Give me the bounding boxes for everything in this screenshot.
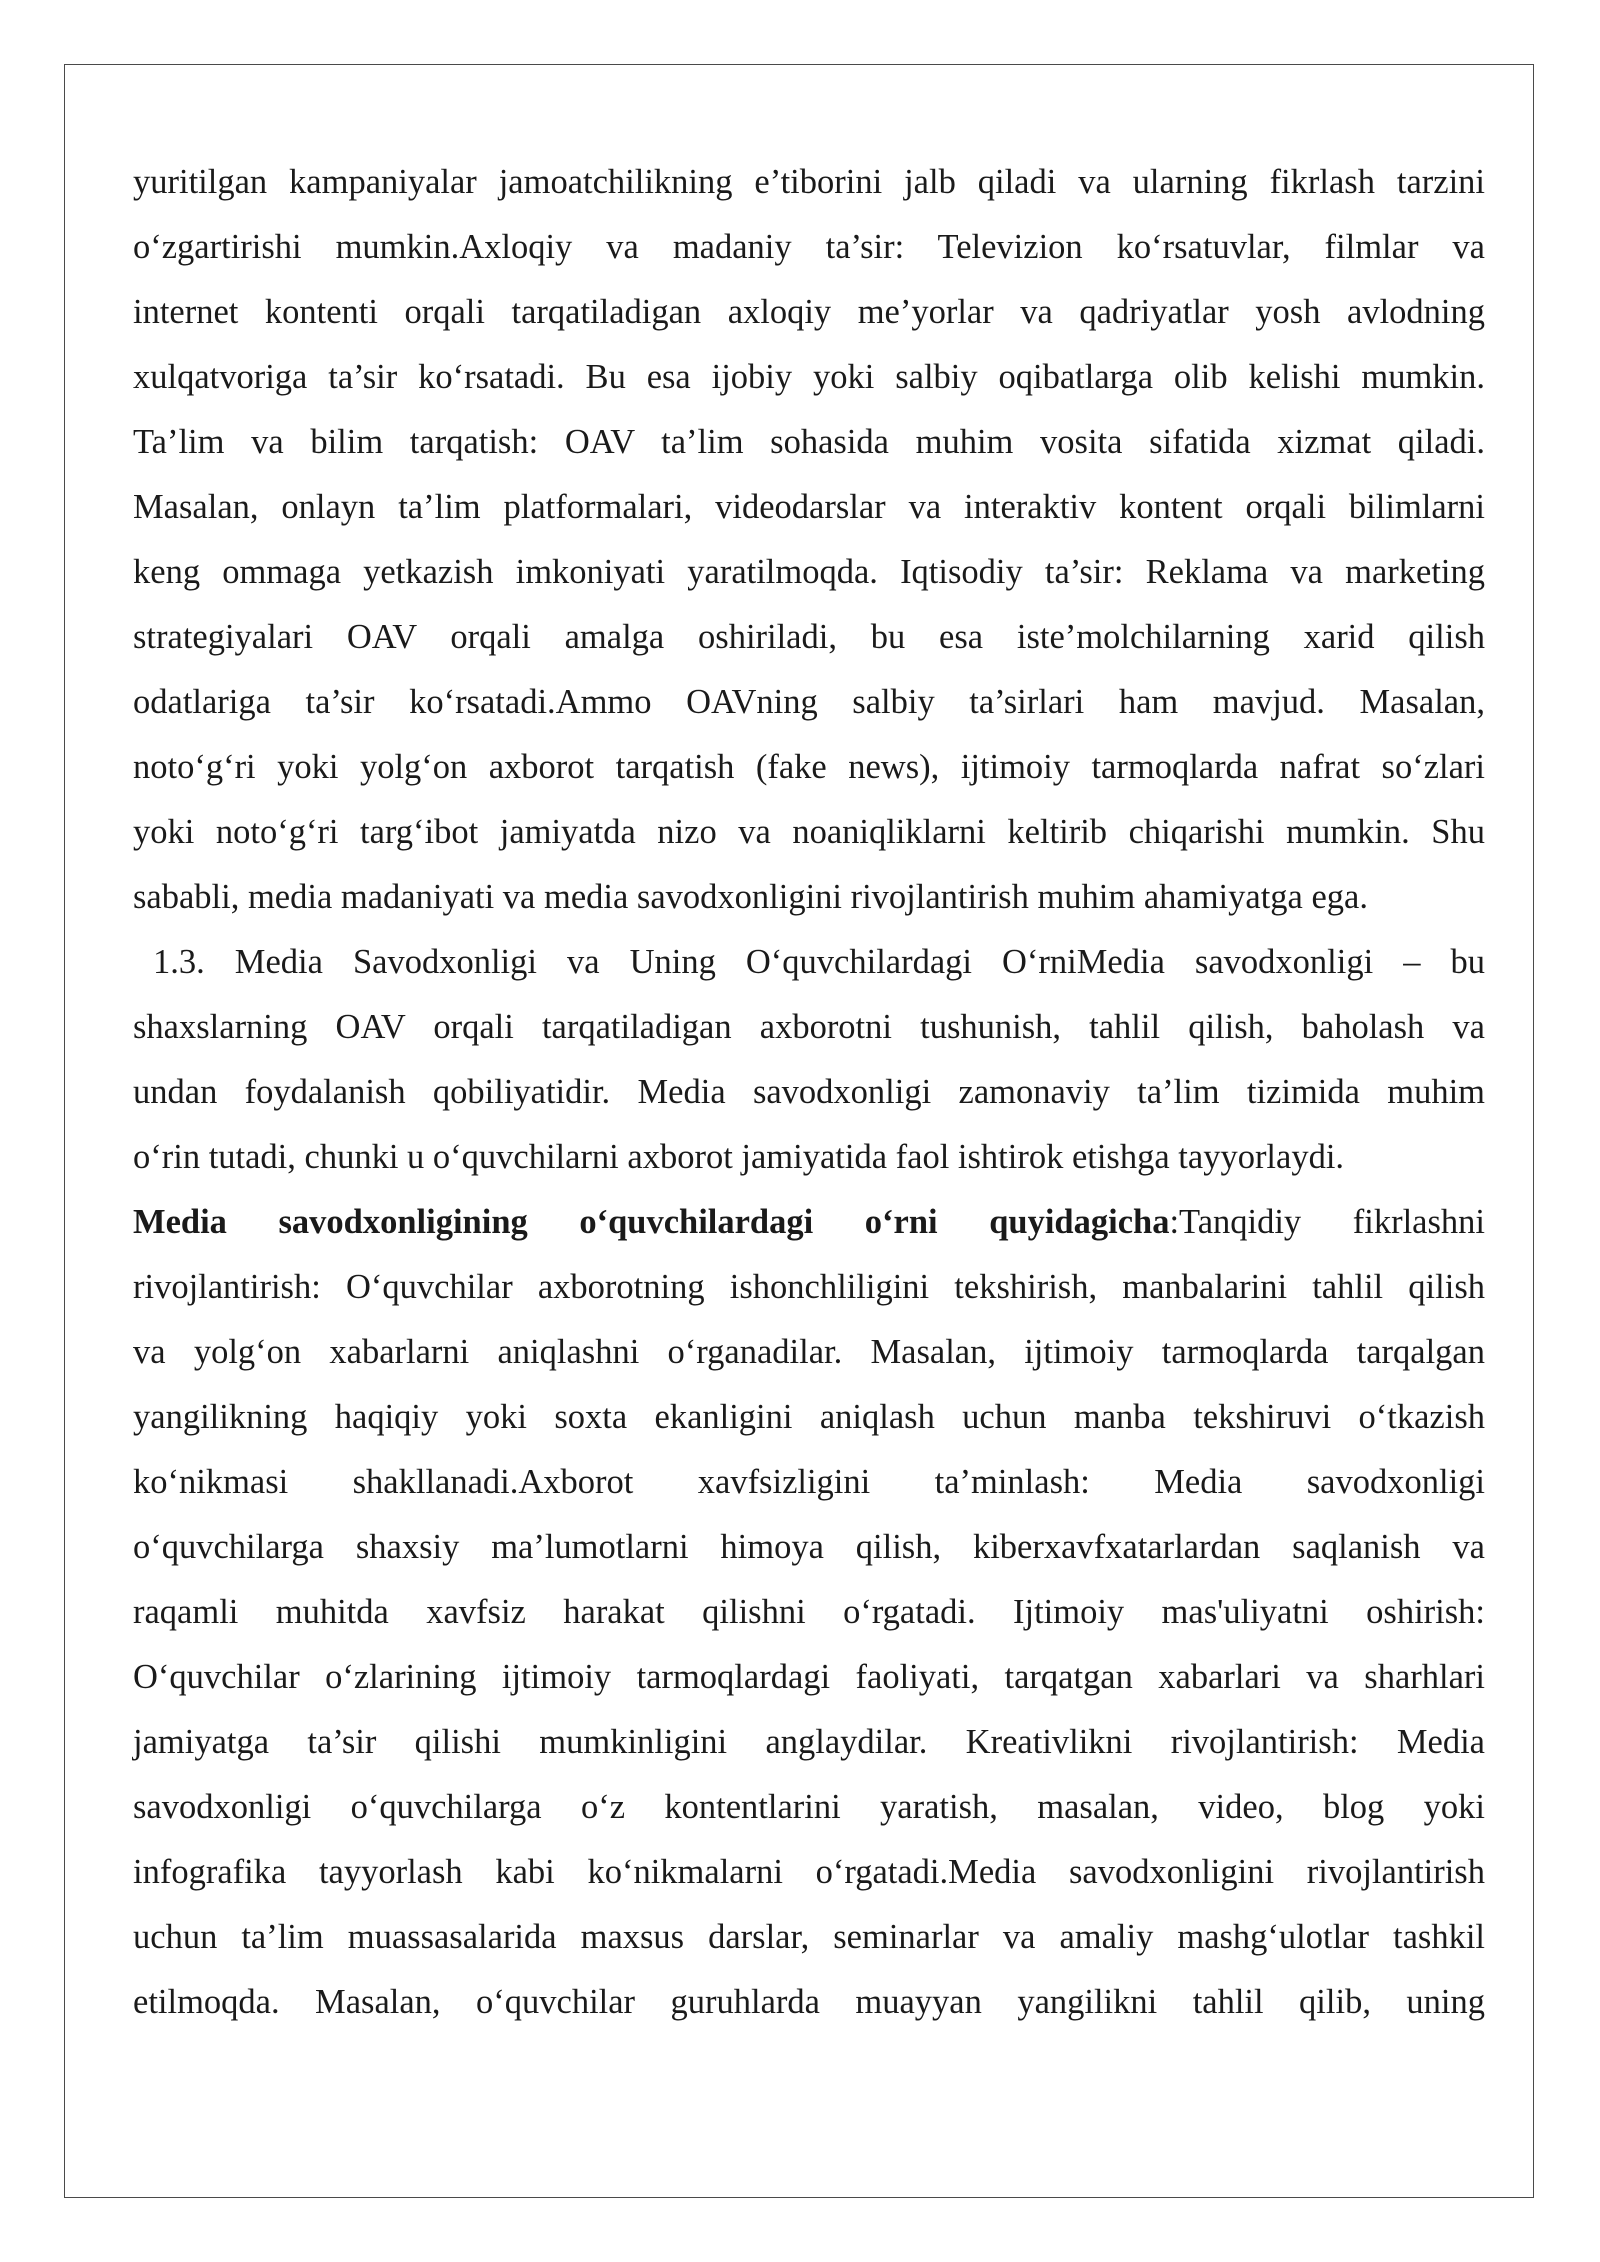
- text-line: savodxonligi o‘quvchilarga o‘z kontentlarini yaratish, masalan, video, blog yoki: [133, 1788, 1485, 1826]
- document-body: [133, 150, 1485, 2035]
- text-line: sababli, media madaniyati va media savodxonligini rivojlantirish muhim ahamiyatga ega.: [133, 878, 1368, 916]
- text-line: rivojlantirish: O‘quvchilar axborotning ishonchliligini tekshirish, manbalarini tahlil qilish: [133, 1268, 1485, 1306]
- text-line: internet kontenti orqali tarqatiladigan axloqiy me’yorlar va qadriyatlar yosh avlodning: [133, 293, 1485, 331]
- text-line: xulqatvoriga ta’sir ko‘rsatadi. Bu esa ijobiy yoki salbiy oqibatlarga olib kelishi mumkin.: [133, 358, 1485, 396]
- section-heading-line: 1.3. Media Savodxonligi va Uning O‘quvchilardagi O‘rniMedia savodxonligi – bu: [153, 943, 1485, 981]
- text-line: yoki noto‘g‘ri targ‘ibot jamiyatda nizo va noaniqliklarni keltirib chiqarishi mumkin. Shu: [133, 813, 1485, 851]
- text-line: O‘quvchilar o‘zlarining ijtimoiy tarmoqlardagi faoliyati, tarqatgan xabarlari va sharhlari: [133, 1658, 1485, 1696]
- text-line: noto‘g‘ri yoki yolg‘on axborot tarqatish (fake news), ijtimoiy tarmoqlarda nafrat so‘zlari: [133, 748, 1485, 786]
- text-line: o‘rin tutadi, chunki u o‘quvchilarni axborot jamiyatida faol ishtirok etishga tayyorlaydi.: [133, 1138, 1345, 1176]
- text-line: keng ommaga yetkazish imkoniyati yaratilmoqda. Iqtisodiy ta’sir: Reklama va marketing: [133, 553, 1485, 591]
- text-line: shaxslarning OAV orqali tarqatiladigan axborotni tushunish, tahlil qilish, baholash va: [133, 1008, 1485, 1046]
- text-line: Ta’lim va bilim tarqatish: OAV ta’lim sohasida muhim vosita sifatida xizmat qiladi.: [133, 423, 1485, 461]
- text-line: uchun ta’lim muassasalarida maxsus darslar, seminarlar va amaliy mashg‘ulotlar tashkil: [133, 1918, 1485, 1956]
- bold-heading: Media savodxonligining o‘quvchilardagi o‘rni quyidagicha: [133, 1203, 1170, 1241]
- text-line: va yolg‘on xabarlarni aniqlashni o‘rganadilar. Masalan, ijtimoiy tarmoqlarda tarqalgan: [133, 1333, 1485, 1371]
- text-line: raqamli muhitda xavfsiz harakat qilishni o‘rgatadi. Ijtimoiy mas'uliyatni oshirish:: [133, 1593, 1485, 1631]
- text-line: yangilikning haqiqiy yoki soxta ekanligini aniqlash uchun manba tekshiruvi o‘tkazish: [133, 1398, 1485, 1436]
- text-line: o‘zgartirishi mumkin.Axloqiy va madaniy ta’sir: Televizion ko‘rsatuvlar, filmlar va: [133, 228, 1485, 266]
- text-line: jamiyatga ta’sir qilishi mumkinligini anglaydilar. Kreativlikni rivojlantirish: Media: [133, 1723, 1485, 1761]
- bold-heading-line: [133, 1190, 1485, 1255]
- text-line: etilmoqda. Masalan, o‘quvchilar guruhlarda muayyan yangilikni tahlil qilib, uning: [133, 1983, 1485, 2021]
- text-line: infografika tayyorlash kabi ko‘nikmalarni o‘rgatadi.Media savodxonligini rivojlantirish: [133, 1853, 1485, 1891]
- text-line: Masalan, onlayn ta’lim platformalari, videodarslar va interaktiv kontent orqali bilimlarni: [133, 488, 1485, 526]
- bold-heading-rest: :Tanqidiy fikrlashni: [1169, 1203, 1485, 1241]
- text-line: ko‘nikmasi shakllanadi.Axborot xavfsizligini ta’minlash: Media savodxonligi: [133, 1463, 1485, 1501]
- text-line: o‘quvchilarga shaxsiy ma’lumotlarni himoya qilish, kiberxavfxatarlardan saqlanish va: [133, 1528, 1485, 1566]
- text-line: undan foydalanish qobiliyatidir. Media savodxonligi zamonaviy ta’lim tizimida muhim: [133, 1073, 1485, 1111]
- text-line: strategiyalari OAV orqali amalga oshiriladi, bu esa iste’molchilarning xarid qilish: [133, 618, 1485, 656]
- text-line: yuritilgan kampaniyalar jamoatchilikning e’tiborini jalb qiladi va ularning fikrlash tarzini: [133, 163, 1485, 201]
- text-line: odatlariga ta’sir ko‘rsatadi.Ammo OAVning salbiy ta’sirlari ham mavjud. Masalan,: [133, 683, 1485, 721]
